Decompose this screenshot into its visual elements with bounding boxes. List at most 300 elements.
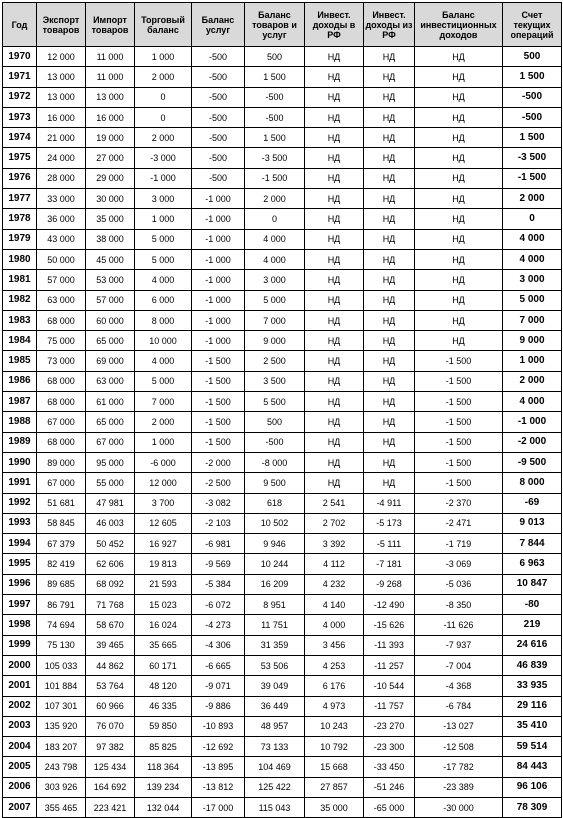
- cell-invest-income-in: НД: [305, 270, 364, 290]
- cell-invest-income-balance: НД: [415, 270, 503, 290]
- cell-invest-income-in: НД: [305, 128, 364, 148]
- cell-imports: 11 000: [86, 47, 135, 67]
- table-row: [3, 554, 562, 574]
- table-row: [3, 249, 562, 269]
- cell-invest-income-out: -4 911: [364, 493, 415, 513]
- cell-imports: 46 003: [86, 513, 135, 533]
- cell-invest-income-in: 4 112: [305, 554, 364, 574]
- cell-trade-balance: 8 000: [135, 310, 192, 330]
- cell-invest-income-in: 4 140: [305, 595, 364, 615]
- table-row: [3, 716, 562, 736]
- cell-goods-services-balance: 500: [245, 47, 305, 67]
- cell-current-account: -500: [503, 87, 562, 107]
- cell-exports: 68 000: [37, 310, 86, 330]
- cell-year: 1997: [3, 595, 37, 615]
- cell-invest-income-in: НД: [305, 452, 364, 472]
- cell-imports: 16 000: [86, 107, 135, 127]
- cell-invest-income-balance: -1 500: [415, 392, 503, 412]
- cell-year: 1994: [3, 534, 37, 554]
- cell-year: 1987: [3, 392, 37, 412]
- cell-imports: 164 692: [86, 777, 135, 797]
- cell-services-balance: -13 895: [192, 757, 245, 777]
- cell-invest-income-out: -12 490: [364, 595, 415, 615]
- table-row: [3, 371, 562, 391]
- cell-invest-income-in: НД: [305, 473, 364, 493]
- cell-invest-income-out: НД: [364, 452, 415, 472]
- cell-year: 1973: [3, 107, 37, 127]
- cell-imports: 58 670: [86, 615, 135, 635]
- cell-trade-balance: 21 593: [135, 574, 192, 594]
- cell-exports: 243 798: [37, 757, 86, 777]
- cell-goods-services-balance: -1 500: [245, 168, 305, 188]
- cell-exports: 28 000: [37, 168, 86, 188]
- cell-exports: 355 465: [37, 797, 86, 817]
- cell-current-account: 1 000: [503, 351, 562, 371]
- cell-year: 1986: [3, 371, 37, 391]
- cell-imports: 53 000: [86, 270, 135, 290]
- cell-invest-income-balance: НД: [415, 331, 503, 351]
- cell-year: 1983: [3, 310, 37, 330]
- cell-trade-balance: 1 000: [135, 432, 192, 452]
- cell-trade-balance: 0: [135, 87, 192, 107]
- header-current-account: Счет текущих операций: [503, 3, 562, 47]
- cell-services-balance: -4 306: [192, 635, 245, 655]
- cell-invest-income-out: НД: [364, 189, 415, 209]
- table-row: [3, 615, 562, 635]
- cell-services-balance: -6 981: [192, 534, 245, 554]
- cell-year: 1999: [3, 635, 37, 655]
- cell-goods-services-balance: 10 502: [245, 513, 305, 533]
- table-row: [3, 473, 562, 493]
- cell-services-balance: -9 569: [192, 554, 245, 574]
- cell-services-balance: -500: [192, 47, 245, 67]
- cell-exports: 36 000: [37, 209, 86, 229]
- cell-current-account: 84 443: [503, 757, 562, 777]
- cell-trade-balance: 35 665: [135, 635, 192, 655]
- cell-services-balance: -3 082: [192, 493, 245, 513]
- cell-imports: 76 070: [86, 716, 135, 736]
- cell-goods-services-balance: 5 000: [245, 290, 305, 310]
- cell-goods-services-balance: 1 500: [245, 128, 305, 148]
- cell-invest-income-in: 4 232: [305, 574, 364, 594]
- cell-exports: 86 791: [37, 595, 86, 615]
- table-row: [3, 777, 562, 797]
- table-row: [3, 310, 562, 330]
- cell-current-account: 46 839: [503, 655, 562, 675]
- cell-current-account: 9 013: [503, 513, 562, 533]
- cell-exports: 43 000: [37, 229, 86, 249]
- cell-invest-income-balance: НД: [415, 310, 503, 330]
- cell-invest-income-balance: -1 719: [415, 534, 503, 554]
- cell-invest-income-balance: -1 500: [415, 452, 503, 472]
- cell-goods-services-balance: 39 049: [245, 676, 305, 696]
- cell-invest-income-in: 35 000: [305, 797, 364, 817]
- cell-year: 2006: [3, 777, 37, 797]
- cell-invest-income-out: -11 257: [364, 655, 415, 675]
- cell-exports: 68 000: [37, 392, 86, 412]
- cell-invest-income-out: НД: [364, 47, 415, 67]
- cell-current-account: 78 309: [503, 797, 562, 817]
- cell-year: 2000: [3, 655, 37, 675]
- cell-trade-balance: 7 000: [135, 392, 192, 412]
- cell-current-account: 7 000: [503, 310, 562, 330]
- cell-exports: 57 000: [37, 270, 86, 290]
- cell-services-balance: -12 692: [192, 737, 245, 757]
- header-invest-income-balance: Баланс инвестиционных доходов: [415, 3, 503, 47]
- cell-exports: 16 000: [37, 107, 86, 127]
- cell-year: 1972: [3, 87, 37, 107]
- cell-invest-income-out: НД: [364, 249, 415, 269]
- cell-goods-services-balance: 3 000: [245, 270, 305, 290]
- cell-imports: 60 000: [86, 310, 135, 330]
- cell-invest-income-out: НД: [364, 331, 415, 351]
- cell-invest-income-out: НД: [364, 351, 415, 371]
- cell-exports: 89 000: [37, 452, 86, 472]
- cell-goods-services-balance: 104 469: [245, 757, 305, 777]
- cell-invest-income-out: НД: [364, 229, 415, 249]
- cell-current-account: 24 616: [503, 635, 562, 655]
- cell-current-account: 9 000: [503, 331, 562, 351]
- cell-invest-income-out: НД: [364, 432, 415, 452]
- cell-imports: 97 382: [86, 737, 135, 757]
- cell-imports: 53 764: [86, 676, 135, 696]
- cell-current-account: 500: [503, 47, 562, 67]
- cell-exports: 13 000: [37, 87, 86, 107]
- cell-trade-balance: 5 000: [135, 229, 192, 249]
- cell-current-account: 0: [503, 209, 562, 229]
- table-row: [3, 392, 562, 412]
- cell-invest-income-in: НД: [305, 371, 364, 391]
- cell-invest-income-in: 4 253: [305, 655, 364, 675]
- cell-invest-income-out: -65 000: [364, 797, 415, 817]
- cell-imports: 55 000: [86, 473, 135, 493]
- cell-invest-income-out: НД: [364, 107, 415, 127]
- cell-imports: 60 966: [86, 696, 135, 716]
- cell-current-account: -1 500: [503, 168, 562, 188]
- balance-of-payments-table: [2, 2, 562, 818]
- table-row: [3, 209, 562, 229]
- cell-services-balance: -1 000: [192, 290, 245, 310]
- cell-services-balance: -9 886: [192, 696, 245, 716]
- cell-exports: 67 000: [37, 473, 86, 493]
- cell-imports: 71 768: [86, 595, 135, 615]
- cell-current-account: 8 000: [503, 473, 562, 493]
- cell-invest-income-out: НД: [364, 67, 415, 87]
- cell-imports: 69 000: [86, 351, 135, 371]
- cell-invest-income-out: НД: [364, 128, 415, 148]
- table-row: [3, 107, 562, 127]
- cell-invest-income-in: 10 243: [305, 716, 364, 736]
- cell-year: 1979: [3, 229, 37, 249]
- cell-trade-balance: 46 335: [135, 696, 192, 716]
- cell-invest-income-balance: НД: [415, 189, 503, 209]
- cell-imports: 38 000: [86, 229, 135, 249]
- cell-exports: 303 926: [37, 777, 86, 797]
- cell-invest-income-out: НД: [364, 392, 415, 412]
- cell-invest-income-in: НД: [305, 168, 364, 188]
- cell-goods-services-balance: -500: [245, 432, 305, 452]
- cell-invest-income-balance: -8 350: [415, 595, 503, 615]
- cell-goods-services-balance: 8 951: [245, 595, 305, 615]
- cell-trade-balance: 118 364: [135, 757, 192, 777]
- cell-year: 2004: [3, 737, 37, 757]
- cell-imports: 67 000: [86, 432, 135, 452]
- header-exports: Экспорт товаров: [37, 3, 86, 47]
- table-row: [3, 534, 562, 554]
- cell-invest-income-balance: -1 500: [415, 473, 503, 493]
- cell-invest-income-balance: НД: [415, 290, 503, 310]
- cell-invest-income-balance: -1 500: [415, 412, 503, 432]
- cell-trade-balance: 1 000: [135, 47, 192, 67]
- cell-exports: 63 000: [37, 290, 86, 310]
- table-row: [3, 412, 562, 432]
- table-row: [3, 676, 562, 696]
- cell-exports: 21 000: [37, 128, 86, 148]
- cell-invest-income-balance: -7 937: [415, 635, 503, 655]
- cell-year: 1998: [3, 615, 37, 635]
- cell-services-balance: -6 665: [192, 655, 245, 675]
- cell-services-balance: -5 384: [192, 574, 245, 594]
- cell-invest-income-in: 10 792: [305, 737, 364, 757]
- table-row: [3, 189, 562, 209]
- cell-invest-income-in: 4 000: [305, 615, 364, 635]
- table-row: [3, 696, 562, 716]
- cell-year: 2001: [3, 676, 37, 696]
- table-row: [3, 574, 562, 594]
- cell-year: 1971: [3, 67, 37, 87]
- cell-trade-balance: 19 813: [135, 554, 192, 574]
- cell-services-balance: -1 000: [192, 331, 245, 351]
- cell-imports: 47 981: [86, 493, 135, 513]
- cell-year: 1976: [3, 168, 37, 188]
- cell-services-balance: -17 000: [192, 797, 245, 817]
- table-row: [3, 47, 562, 67]
- cell-imports: 57 000: [86, 290, 135, 310]
- cell-exports: 67 000: [37, 412, 86, 432]
- cell-exports: 75 130: [37, 635, 86, 655]
- cell-trade-balance: 2 000: [135, 412, 192, 432]
- cell-invest-income-out: -10 544: [364, 676, 415, 696]
- cell-invest-income-balance: -1 500: [415, 432, 503, 452]
- cell-trade-balance: -3 000: [135, 148, 192, 168]
- cell-services-balance: -500: [192, 107, 245, 127]
- cell-current-account: 1 500: [503, 128, 562, 148]
- table-row: [3, 148, 562, 168]
- cell-invest-income-balance: -1 500: [415, 351, 503, 371]
- cell-trade-balance: 48 120: [135, 676, 192, 696]
- cell-invest-income-in: НД: [305, 229, 364, 249]
- cell-goods-services-balance: 2 500: [245, 351, 305, 371]
- cell-current-account: 7 844: [503, 534, 562, 554]
- cell-imports: 11 000: [86, 67, 135, 87]
- table-row: [3, 432, 562, 452]
- cell-current-account: 4 000: [503, 249, 562, 269]
- cell-goods-services-balance: 36 449: [245, 696, 305, 716]
- cell-goods-services-balance: 7 000: [245, 310, 305, 330]
- cell-goods-services-balance: 0: [245, 209, 305, 229]
- cell-invest-income-balance: НД: [415, 168, 503, 188]
- cell-exports: 82 419: [37, 554, 86, 574]
- cell-invest-income-in: НД: [305, 209, 364, 229]
- cell-trade-balance: 15 023: [135, 595, 192, 615]
- cell-imports: 125 434: [86, 757, 135, 777]
- table-row: [3, 635, 562, 655]
- cell-imports: 65 000: [86, 412, 135, 432]
- cell-imports: 68 092: [86, 574, 135, 594]
- cell-current-account: 29 116: [503, 696, 562, 716]
- cell-exports: 75 000: [37, 331, 86, 351]
- cell-year: 1977: [3, 189, 37, 209]
- cell-year: 2005: [3, 757, 37, 777]
- cell-trade-balance: 0: [135, 107, 192, 127]
- cell-invest-income-out: -5 173: [364, 513, 415, 533]
- cell-imports: 223 421: [86, 797, 135, 817]
- cell-current-account: -69: [503, 493, 562, 513]
- cell-services-balance: -2 103: [192, 513, 245, 533]
- table-header: [3, 3, 562, 47]
- cell-invest-income-out: -11 393: [364, 635, 415, 655]
- cell-imports: 65 000: [86, 331, 135, 351]
- cell-invest-income-out: -23 300: [364, 737, 415, 757]
- cell-goods-services-balance: 5 500: [245, 392, 305, 412]
- cell-invest-income-out: НД: [364, 148, 415, 168]
- cell-trade-balance: 4 000: [135, 351, 192, 371]
- cell-imports: 44 862: [86, 655, 135, 675]
- cell-exports: 13 000: [37, 67, 86, 87]
- cell-invest-income-balance: НД: [415, 209, 503, 229]
- cell-services-balance: -1 500: [192, 392, 245, 412]
- cell-invest-income-balance: -6 784: [415, 696, 503, 716]
- cell-invest-income-balance: НД: [415, 128, 503, 148]
- cell-invest-income-balance: НД: [415, 229, 503, 249]
- cell-services-balance: -500: [192, 148, 245, 168]
- cell-invest-income-out: НД: [364, 270, 415, 290]
- cell-goods-services-balance: 2 000: [245, 189, 305, 209]
- header-invest-income-in: Инвест. доходы в РФ: [305, 3, 364, 47]
- cell-imports: 95 000: [86, 452, 135, 472]
- cell-exports: 58 845: [37, 513, 86, 533]
- cell-goods-services-balance: 3 500: [245, 371, 305, 391]
- cell-invest-income-out: -15 626: [364, 615, 415, 635]
- header-trade-balance: Торговый баланс: [135, 3, 192, 47]
- cell-services-balance: -500: [192, 87, 245, 107]
- cell-trade-balance: 85 825: [135, 737, 192, 757]
- cell-invest-income-balance: -23 389: [415, 777, 503, 797]
- cell-invest-income-out: -7 181: [364, 554, 415, 574]
- cell-current-account: -80: [503, 595, 562, 615]
- cell-goods-services-balance: -3 500: [245, 148, 305, 168]
- cell-services-balance: -10 893: [192, 716, 245, 736]
- cell-invest-income-balance: -4 368: [415, 676, 503, 696]
- cell-invest-income-in: НД: [305, 47, 364, 67]
- cell-invest-income-in: НД: [305, 87, 364, 107]
- cell-exports: 135 920: [37, 716, 86, 736]
- cell-year: 1992: [3, 493, 37, 513]
- cell-trade-balance: 3 700: [135, 493, 192, 513]
- cell-services-balance: -500: [192, 67, 245, 87]
- cell-services-balance: -1 000: [192, 310, 245, 330]
- cell-services-balance: -4 273: [192, 615, 245, 635]
- header-year: Год: [3, 3, 37, 47]
- cell-exports: 67 379: [37, 534, 86, 554]
- cell-year: 1985: [3, 351, 37, 371]
- table-body: [3, 47, 562, 818]
- table-row: [3, 270, 562, 290]
- cell-invest-income-in: 4 973: [305, 696, 364, 716]
- cell-services-balance: -1 500: [192, 432, 245, 452]
- cell-trade-balance: -1 000: [135, 168, 192, 188]
- cell-current-account: 35 410: [503, 716, 562, 736]
- cell-current-account: 96 106: [503, 777, 562, 797]
- cell-goods-services-balance: 125 422: [245, 777, 305, 797]
- cell-current-account: 219: [503, 615, 562, 635]
- cell-current-account: 6 963: [503, 554, 562, 574]
- cell-invest-income-balance: -30 000: [415, 797, 503, 817]
- cell-goods-services-balance: 618: [245, 493, 305, 513]
- cell-invest-income-in: НД: [305, 351, 364, 371]
- table-row: [3, 331, 562, 351]
- cell-services-balance: -1 000: [192, 249, 245, 269]
- cell-imports: 19 000: [86, 128, 135, 148]
- cell-goods-services-balance: 53 506: [245, 655, 305, 675]
- cell-year: 2007: [3, 797, 37, 817]
- cell-exports: 105 033: [37, 655, 86, 675]
- cell-invest-income-out: -23 270: [364, 716, 415, 736]
- cell-invest-income-in: НД: [305, 412, 364, 432]
- cell-year: 1980: [3, 249, 37, 269]
- cell-exports: 51 681: [37, 493, 86, 513]
- cell-trade-balance: 12 000: [135, 473, 192, 493]
- cell-invest-income-in: 27 857: [305, 777, 364, 797]
- cell-current-account: -3 500: [503, 148, 562, 168]
- cell-current-account: 33 935: [503, 676, 562, 696]
- cell-invest-income-out: НД: [364, 310, 415, 330]
- cell-year: 1982: [3, 290, 37, 310]
- cell-exports: 74 694: [37, 615, 86, 635]
- cell-goods-services-balance: 9 946: [245, 534, 305, 554]
- table-row: [3, 67, 562, 87]
- cell-invest-income-in: НД: [305, 67, 364, 87]
- cell-services-balance: -1 000: [192, 209, 245, 229]
- cell-imports: 50 452: [86, 534, 135, 554]
- cell-current-account: -2 000: [503, 432, 562, 452]
- cell-invest-income-balance: -2 370: [415, 493, 503, 513]
- cell-invest-income-balance: -3 069: [415, 554, 503, 574]
- cell-trade-balance: 16 927: [135, 534, 192, 554]
- cell-invest-income-out: НД: [364, 473, 415, 493]
- cell-imports: 45 000: [86, 249, 135, 269]
- cell-trade-balance: 3 000: [135, 189, 192, 209]
- cell-current-account: 3 000: [503, 270, 562, 290]
- cell-invest-income-out: НД: [364, 87, 415, 107]
- cell-current-account: 2 000: [503, 371, 562, 391]
- cell-invest-income-in: НД: [305, 331, 364, 351]
- cell-year: 2003: [3, 716, 37, 736]
- cell-imports: 39 465: [86, 635, 135, 655]
- cell-current-account: -1 000: [503, 412, 562, 432]
- cell-goods-services-balance: 73 133: [245, 737, 305, 757]
- cell-services-balance: -1 000: [192, 229, 245, 249]
- cell-goods-services-balance: -8 000: [245, 452, 305, 472]
- cell-year: 1990: [3, 452, 37, 472]
- table-row: [3, 351, 562, 371]
- cell-invest-income-out: -9 268: [364, 574, 415, 594]
- cell-invest-income-out: -33 450: [364, 757, 415, 777]
- cell-invest-income-balance: НД: [415, 148, 503, 168]
- cell-imports: 35 000: [86, 209, 135, 229]
- cell-current-account: 1 500: [503, 67, 562, 87]
- cell-imports: 63 000: [86, 371, 135, 391]
